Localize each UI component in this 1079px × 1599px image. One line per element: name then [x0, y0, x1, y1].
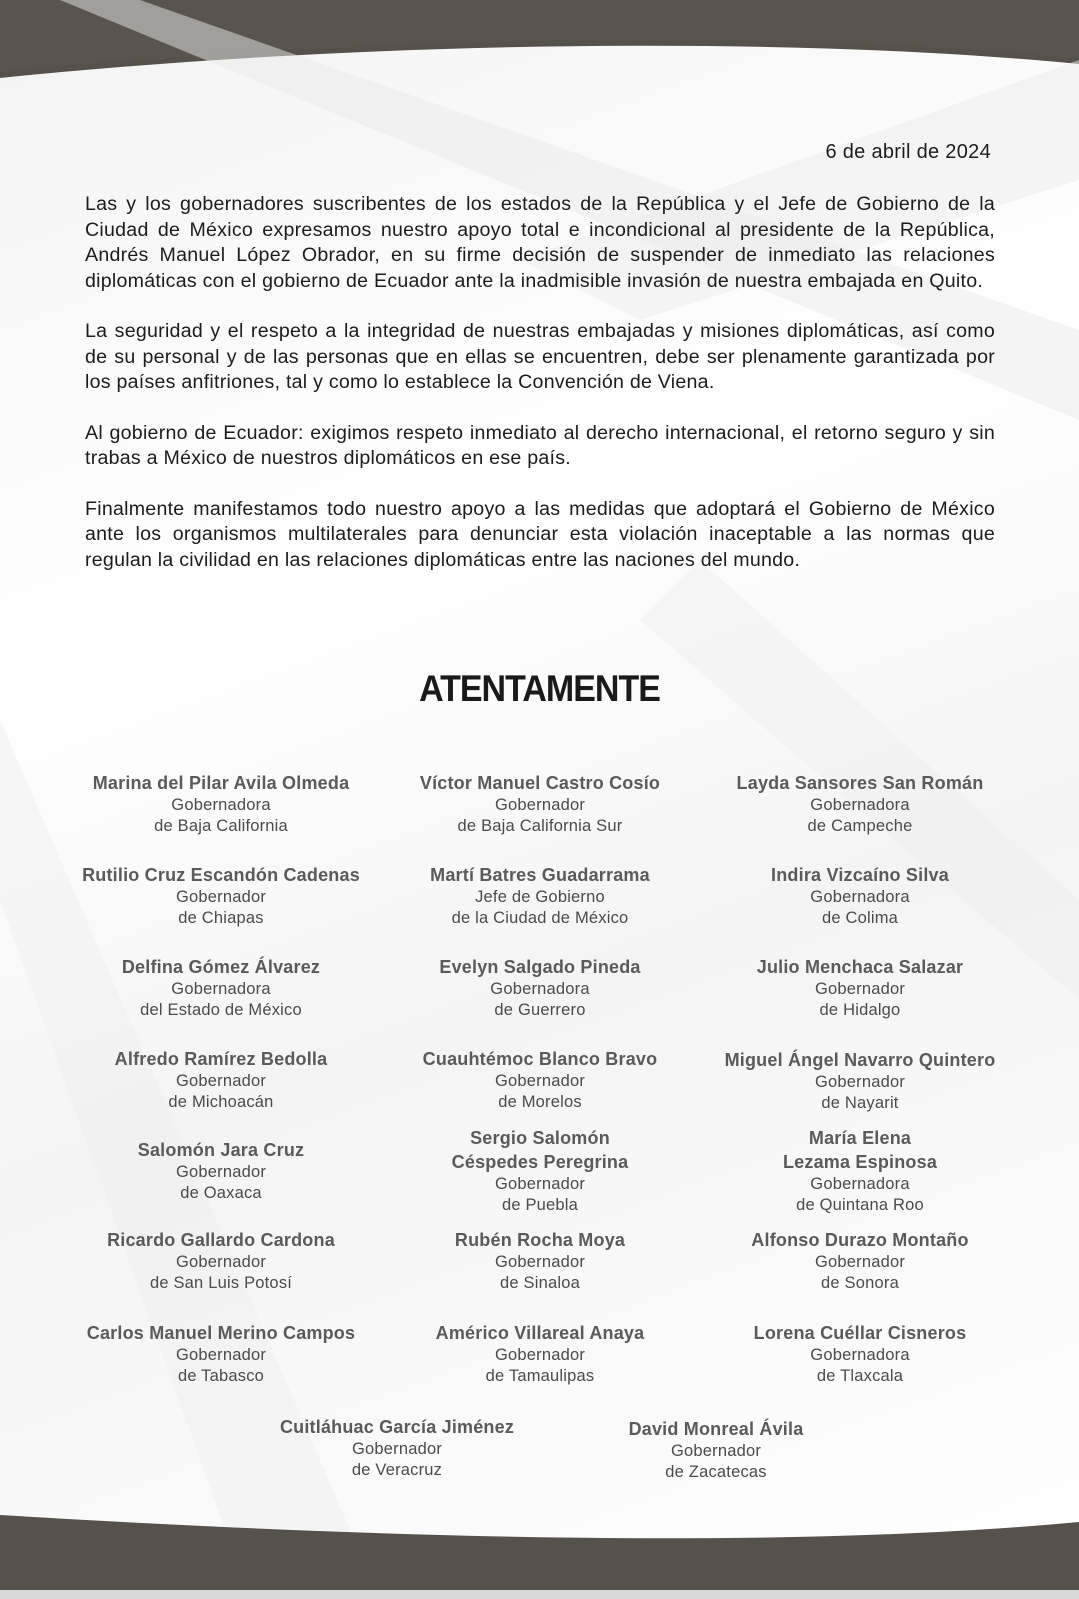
signatory-name: Layda Sansores San Román	[736, 773, 984, 793]
signatory-oaxaca	[41, 1138, 401, 1204]
signatory-role: Gobernadora	[171, 980, 271, 998]
signatory-veracruz	[217, 1415, 577, 1481]
signatory-name: Miguel Ángel Navarro Quintero	[724, 1050, 996, 1070]
signatory-chiapas	[41, 863, 401, 929]
signatory-zacatecas	[536, 1417, 896, 1483]
signatory-ciudad-de-mexico	[360, 863, 720, 929]
signatory-state: de Quintana Roo	[796, 1196, 924, 1214]
signatory-state: de Sonora	[821, 1274, 899, 1292]
signatory-role: Gobernador	[814, 1253, 906, 1271]
signatory-name: Rutilio Cruz Escandón Cadenas	[82, 865, 360, 885]
signatory-role: Gobernador	[494, 1253, 586, 1271]
signatory-state: de Veracruz	[351, 1461, 443, 1479]
closing-heading: ATENTAMENTE	[419, 668, 660, 710]
signatory-state: de Campeche	[807, 817, 913, 835]
signatory-role: Gobernadora	[810, 796, 910, 814]
signatory-name: Américo Villareal Anaya	[435, 1323, 645, 1343]
signatory-name: Alfredo Ramírez Bedolla	[114, 1049, 328, 1069]
paragraph-support: Las y los gobernadores suscribentes de los estados de la República y el Jefe de Gobierno de la Ciudad de México expresamos nuestro apoyo total e incondicional al presidente de la República, Andrés Manuel López Obrador, en su firme decisión de suspender de inmediato las relaciones diplomáticas con el gobierno de Ecuador ante la inadmisible invasión de nuestra embajada en Quito.	[85, 193, 995, 292]
signatory-role: Gobernadora	[171, 796, 271, 814]
signatory-name: Rubén Rocha Moya	[454, 1230, 626, 1250]
signatory-role: Gobernadora	[810, 888, 910, 906]
signatory-state: de Tabasco	[177, 1367, 265, 1385]
signatory-name-line2: Céspedes Peregrina	[451, 1152, 629, 1172]
signatory-state: de Chiapas	[178, 909, 264, 927]
signatory-state: de Sinaloa	[500, 1274, 580, 1292]
signatory-state: de Tlaxcala	[816, 1367, 904, 1385]
signatory-morelos	[360, 1047, 720, 1113]
signatory-state: de Baja California Sur	[457, 817, 623, 835]
signatory-name: Martí Batres Guadarrama	[430, 865, 650, 885]
signatory-state: de la Ciudad de México	[451, 909, 629, 927]
signatory-state: de Guerrero	[494, 1001, 586, 1019]
signatory-sinaloa	[360, 1228, 720, 1294]
signatory-state: de Zacatecas	[665, 1463, 767, 1481]
signatory-san-luis-potosi	[41, 1228, 401, 1294]
signatory-state: de Michoacán	[168, 1093, 274, 1111]
letter-date: 6 de abril de 2024	[825, 141, 991, 163]
paragraph-final: Finalmente manifestamos todo nuestro apoyo a las medidas que adoptará el Gobierno de México ante los organismos multilaterales para denunciar esta violación inaceptable a las normas que regulan la civilidad en las relaciones diplomáticas entre las naciones del mundo.	[85, 497, 995, 571]
signatory-puebla	[360, 1126, 720, 1216]
letter-body	[85, 192, 995, 598]
signatory-name: Víctor Manuel Castro Cosío	[419, 773, 661, 793]
signatory-role: Gobernador	[175, 1346, 267, 1364]
signatory-baja-california-sur	[360, 771, 720, 837]
signatory-state: de Hidalgo	[819, 1001, 901, 1019]
signatory-name: Cuauhtémoc Blanco Bravo	[422, 1049, 658, 1069]
signatory-role: Gobernador	[175, 1253, 267, 1271]
signatory-role: Gobernador	[175, 1163, 267, 1181]
signatory-name: Alfonso Durazo Montaño	[751, 1230, 969, 1250]
signatory-name: Salomón Jara Cruz	[137, 1140, 305, 1160]
signatory-guerrero	[360, 955, 720, 1021]
signatory-quintana-roo	[680, 1126, 1040, 1216]
signatory-name: Marina del Pilar Avila Olmeda	[92, 773, 350, 793]
signatory-name: Delfina Gómez Álvarez	[121, 957, 321, 977]
signatory-tamaulipas	[360, 1321, 720, 1387]
signatory-tlaxcala	[680, 1321, 1040, 1387]
signatory-name: Sergio Salomón	[470, 1128, 610, 1148]
signatory-name: Evelyn Salgado Pineda	[439, 957, 641, 977]
signatory-state: de Baja California	[154, 817, 288, 835]
signatory-campeche	[680, 771, 1040, 837]
paragraph-ecuador-demand: Al gobierno de Ecuador: exigimos respeto inmediato al derecho internacional, el retorno seguro y sin trabas a México de nuestros diplomáticos en ese país.	[85, 421, 995, 469]
signatory-baja-california	[41, 771, 401, 837]
signatory-role: Gobernadora	[810, 1346, 910, 1364]
signatory-role: Gobernador	[494, 1346, 586, 1364]
signatory-name: María Elena	[808, 1128, 912, 1148]
signatory-role: Gobernador	[175, 1072, 267, 1090]
signatory-nayarit	[680, 1048, 1040, 1114]
signatory-tabasco	[41, 1321, 401, 1387]
signatory-role: Gobernador	[670, 1442, 762, 1460]
signatory-name: Cuitláhuac García Jiménez	[279, 1417, 515, 1437]
signatory-state: de Puebla	[501, 1196, 579, 1214]
signatory-estado-de-mexico	[41, 955, 401, 1021]
signatory-name: David Monreal Ávila	[628, 1419, 804, 1439]
signatory-role: Gobernador	[494, 1072, 586, 1090]
signatory-role: Gobernador	[494, 796, 586, 814]
signatory-name: Ricardo Gallardo Cardona	[107, 1230, 335, 1250]
paragraph-security: La seguridad y el respeto a la integridad de nuestras embajadas y misiones diplomáticas, así como de su personal y de las personas que en ellas se encuentren, debe ser plenamente garantizada por los países anfitriones, tal y como lo establece la Convención de Viena.	[85, 320, 995, 393]
signatory-state: de Colima	[821, 909, 899, 927]
signatory-role: Gobernador	[814, 1073, 906, 1091]
signatory-role: Jefe de Gobierno	[475, 888, 605, 906]
signatory-name: Indira Vizcaíno Silva	[771, 865, 949, 885]
signatory-name: Julio Menchaca Salazar	[756, 957, 964, 977]
signatory-colima	[680, 863, 1040, 929]
signatory-state: de Morelos	[498, 1093, 582, 1111]
signatory-state: de Nayarit	[821, 1094, 899, 1112]
signatory-name: Carlos Manuel Merino Campos	[86, 1323, 356, 1343]
signatory-role: Gobernadora	[810, 1175, 910, 1193]
signatory-state: de Oaxaca	[180, 1184, 262, 1202]
signatory-sonora	[680, 1228, 1040, 1294]
signatory-state: del Estado de México	[140, 1001, 302, 1019]
signatory-state: de Tamaulipas	[485, 1367, 595, 1385]
signatory-role: Gobernador	[351, 1440, 443, 1458]
bottom-band	[0, 1515, 1079, 1599]
signatory-michoacan	[41, 1047, 401, 1113]
signatory-role: Gobernadora	[490, 980, 590, 998]
signatory-name-line2: Lezama Espinosa	[782, 1152, 938, 1172]
signatory-role: Gobernador	[494, 1175, 586, 1193]
signatory-state: de San Luis Potosí	[149, 1274, 293, 1292]
signatory-role: Gobernador	[814, 980, 906, 998]
signatory-name: Lorena Cuéllar Cisneros	[753, 1323, 967, 1343]
signatory-hidalgo	[680, 955, 1040, 1021]
signatory-role: Gobernador	[175, 888, 267, 906]
